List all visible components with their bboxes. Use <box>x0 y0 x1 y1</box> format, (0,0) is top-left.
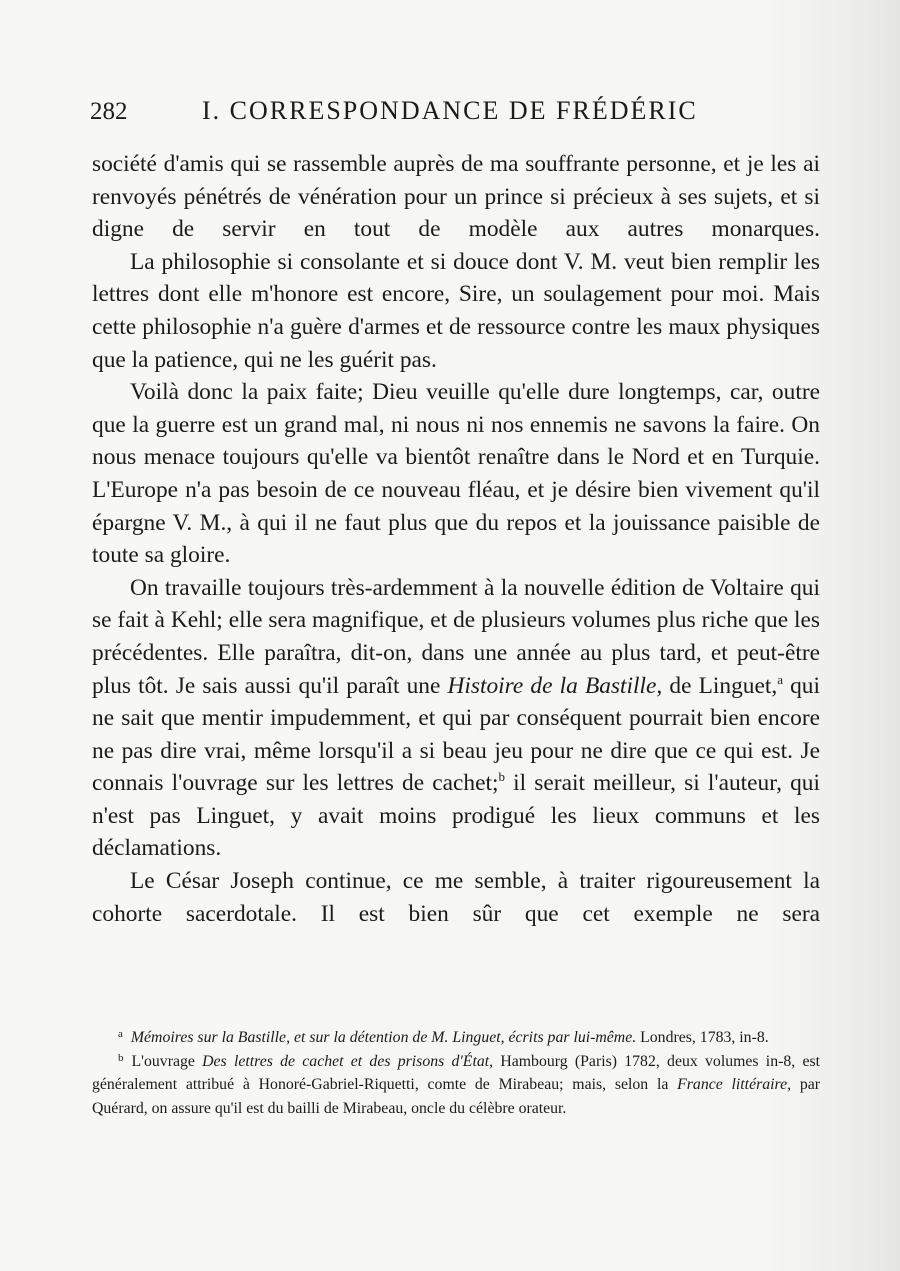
footnote-a-mark: a <box>118 1028 123 1040</box>
footnote-a-title: Mémoires sur la Bastille, et sur la détention de M. Linguet, écrits par lui-même. <box>130 1029 637 1046</box>
paragraph-2 <box>92 246 820 376</box>
paragraph-1 <box>92 148 820 246</box>
footnote-b-title-2: France littéraire, <box>677 1076 792 1094</box>
letter-body <box>92 148 820 930</box>
footnote-b-text-3: par Quérard, on assure qu'il est du bailli de Mirabeau, oncle du célèbre orateur. <box>92 1076 820 1117</box>
paragraph-3 <box>92 376 820 572</box>
paragraph-5 <box>92 865 820 930</box>
page-number: 282 <box>90 98 128 125</box>
paragraph-4 <box>92 572 820 865</box>
paragraph-4-text-d: il serait meilleur, si l'auteur, qui n'est pas Linguet, y avait moins prodigué les lieux communs et les déclamations. <box>92 770 820 862</box>
footnote-b-mark: b <box>118 1051 124 1064</box>
paragraph-1-text: société d'amis qui se rassemble auprès de ma souffrante personne, et je les ai renvoyés pénétrés de vénération pour un prince si précieux à ses sujets, et si digne de servir en tout de modèle aux autres monarques. <box>92 151 820 243</box>
footnotes <box>92 1026 820 1120</box>
running-header <box>90 96 830 126</box>
footnote-b <box>92 1050 820 1121</box>
paragraph-5-text: Le César Joseph continue, ce me semble, à traiter rigoureusement la cohorte sacerdotale. Il est bien sûr que cet exemple ne sera <box>92 868 820 927</box>
footnote-a <box>92 1026 820 1050</box>
footnote-b-text-1: L'ouvrage <box>131 1052 203 1070</box>
paragraph-4-text-c: qui ne sait que mentir impudemment, et qui par conséquent pourrait bien encore ne pas dire vrai, même lorsqu'il a si beau jeu pour ne dire que ce qui est. Je connais l'ouvrage sur les lettres de cachet; <box>92 672 820 797</box>
footnote-b-title: Des lettres de cachet et des prisons d'État <box>202 1052 490 1070</box>
paragraph-2-text: La philosophie si consolante et si douce dont V. M. veut bien remplir les lettres dont elle m'honore est encore, Sire, un soulagement pour moi. Mais cette philosophie n'a guère d'armes et de ressource contre les maux physiques que la patience, qui ne les guérit pas. <box>92 248 820 373</box>
footnote-ref-b[interactable]: b <box>498 769 505 785</box>
footnote-ref-a[interactable]: a <box>777 671 783 687</box>
footnote-a-text: Londres, 1783, in-8. <box>636 1029 769 1046</box>
paragraph-3-text: Voilà donc la paix faite; Dieu veuille qu'elle dure longtemps, car, outre que la guerre est un grand mal, ni nous ni nos ennemis ne savons la faire. On nous menace toujours qu'elle va bientôt renaître dans le Nord et en Turquie. L'Europe n'a pas besoin de ce nouveau fléau, et je désire bien vivement qu'il épargne V. M., à qui il ne faut plus que du repos et la jouissance paisible de toute sa gloire. <box>92 379 820 569</box>
paragraph-4-text-b: de Linguet, <box>662 672 778 699</box>
paragraph-4-text-a: On travaille toujours très-ardemment à la nouvelle édition de Voltaire qui se fait à Kehl; elle sera magnifique, et de plusieurs volumes plus riche que les précédentes. Elle paraîtra, dit-on, dans une année au plus tard, et peut-être plus tôt. Je sais aussi qu'il paraît une <box>92 574 820 699</box>
footnote-b-text-2: , Hambourg (Paris) 1782, deux volumes in-8, est généralement attribué à Honoré-Gabriel-Riquetti, comte de Mirabeau; mais, selon la <box>92 1052 821 1094</box>
running-title: I. CORRESPONDANCE DE FRÉDÉRIC <box>202 96 698 125</box>
bastille-title: Histoire de la Bastille, <box>447 672 663 699</box>
